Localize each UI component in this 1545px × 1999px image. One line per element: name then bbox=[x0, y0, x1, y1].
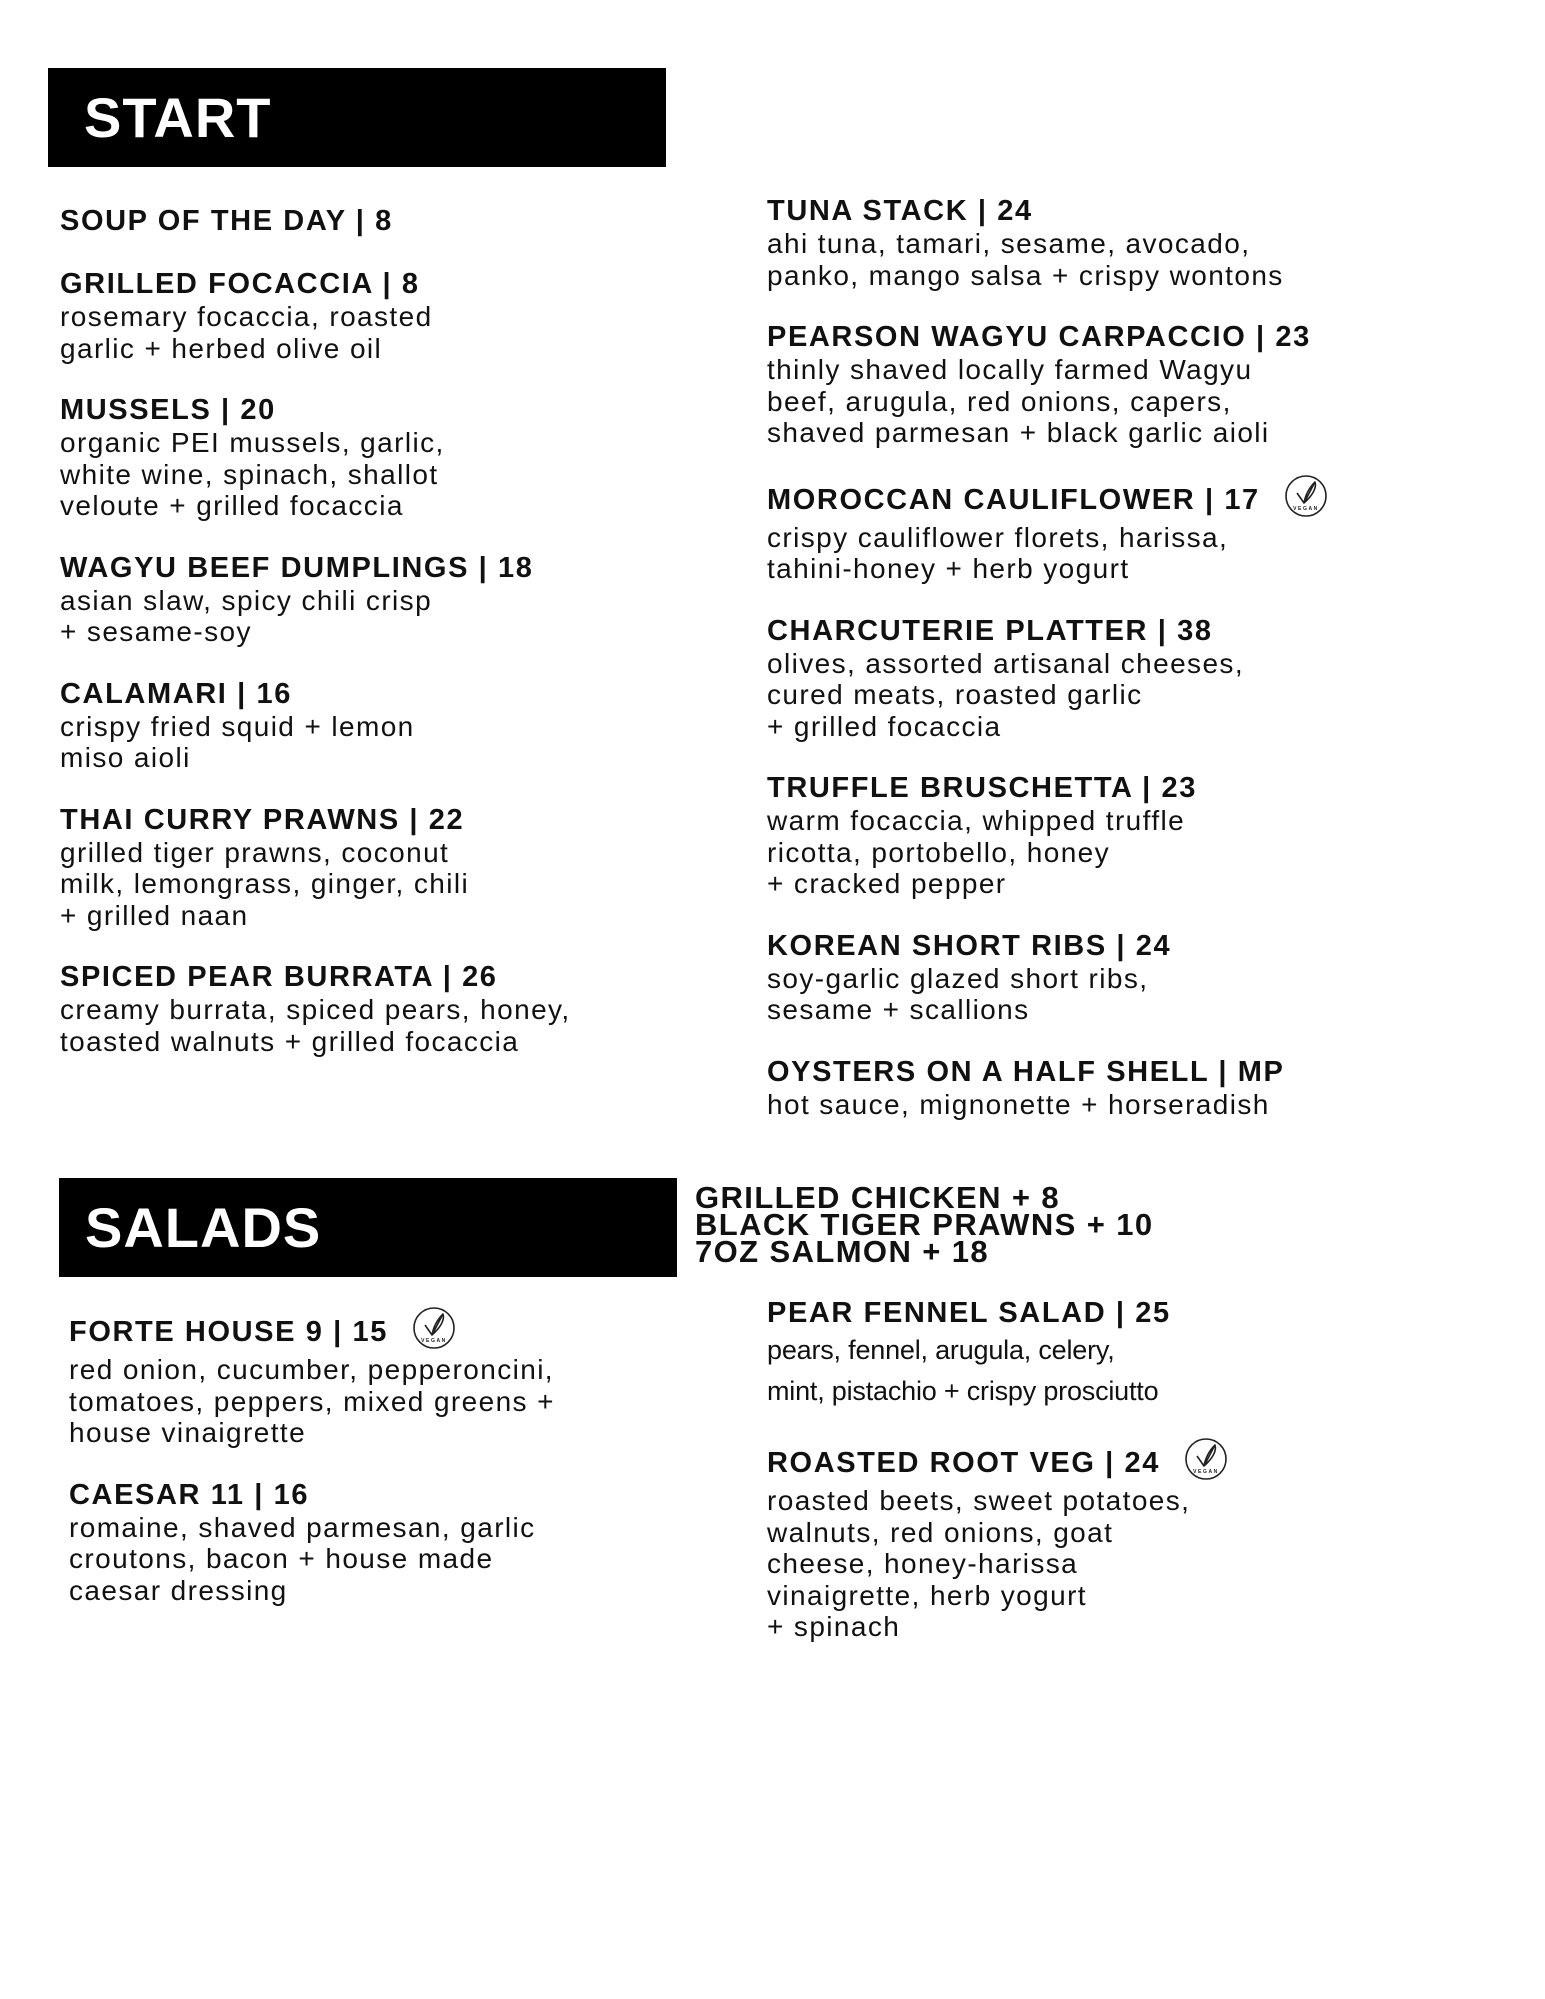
description-line: veloute + grilled focaccia bbox=[60, 490, 404, 521]
description-line: house vinaigrette bbox=[69, 1417, 307, 1448]
menu-item-title: OYSTERS ON A HALF SHELL | MP bbox=[767, 1055, 1285, 1088]
description-line: ahi tuna, tamari, sesame, avocado, bbox=[767, 228, 1251, 259]
description-line: asian slaw, spicy chili crisp bbox=[60, 584, 433, 616]
description-line: caesar dressing bbox=[69, 1574, 288, 1606]
menu-item bbox=[69, 1478, 709, 1607]
menu-item-name bbox=[767, 1441, 1487, 1485]
menu-item-name bbox=[60, 204, 700, 238]
menu-item-name bbox=[767, 478, 1487, 522]
menu-item-name bbox=[767, 1055, 1487, 1089]
description-line: rosemary focaccia, roasted bbox=[60, 301, 433, 332]
menu-item bbox=[767, 929, 1487, 1026]
menu-item-name bbox=[60, 551, 700, 585]
menu-item bbox=[60, 677, 700, 774]
description-line: pears, fennel, arugula, celery, bbox=[767, 1335, 1115, 1365]
menu-item-title: MUSSELS | 20 bbox=[60, 394, 276, 426]
description-line: hot sauce, mignonette + horseradish bbox=[767, 1088, 1270, 1120]
description-line: toasted walnuts + grilled focaccia bbox=[60, 1025, 520, 1057]
menu-item-title: THAI CURRY PRAWNS | 22 bbox=[60, 803, 465, 836]
menu-item bbox=[60, 960, 700, 1057]
menu-item-name bbox=[60, 960, 700, 994]
menu-item-name bbox=[767, 320, 1487, 354]
description-line: ricotta, portobello, honey bbox=[767, 836, 1111, 868]
description-line: crispy cauliflower florets, harissa, bbox=[767, 521, 1229, 553]
description-line: cheese, honey-harissa bbox=[767, 1548, 1079, 1579]
menu-item-name bbox=[767, 929, 1487, 963]
menu-item bbox=[60, 551, 700, 648]
menu-item-description bbox=[69, 1354, 709, 1449]
description-line: beef, arugula, red onions, capers, bbox=[767, 385, 1232, 417]
description-line: + grilled naan bbox=[60, 899, 249, 931]
description-line: grilled tiger prawns, coconut bbox=[60, 836, 450, 868]
menu-item-title: WAGYU BEEF DUMPLINGS | 18 bbox=[60, 551, 534, 584]
menu-item bbox=[60, 393, 700, 522]
svg-text:VEGAN: VEGAN bbox=[421, 1338, 447, 1344]
menu-item-description bbox=[60, 994, 700, 1057]
menu-item-description bbox=[767, 805, 1487, 900]
menu-item-title: CHARCUTERIE PLATTER | 38 bbox=[767, 614, 1213, 647]
menu-item-name bbox=[60, 677, 700, 711]
menu-item-description bbox=[69, 1512, 709, 1607]
menu-item-title: CAESAR 11 | 16 bbox=[69, 1478, 310, 1511]
description-line: romaine, shaved parmesan, garlic bbox=[69, 1511, 536, 1543]
description-line: + grilled focaccia bbox=[767, 710, 1002, 742]
menu-item-name bbox=[767, 1296, 1487, 1330]
description-line: + spinach bbox=[767, 1611, 901, 1642]
menu-item-description bbox=[60, 427, 700, 522]
menu-item bbox=[767, 1055, 1487, 1121]
description-line: white wine, spinach, shallot bbox=[60, 458, 439, 490]
menu-item bbox=[767, 1296, 1487, 1412]
salads-heading: SALADS bbox=[85, 1196, 322, 1259]
menu-item-title: SOUP OF THE DAY | 8 bbox=[60, 205, 393, 237]
menu-item bbox=[60, 803, 700, 932]
menu-item-title: FORTE HOUSE 9 | 15 bbox=[69, 1316, 388, 1348]
menu-item-description bbox=[767, 522, 1487, 585]
svg-text:VEGAN: VEGAN bbox=[1292, 505, 1319, 512]
menu-item bbox=[767, 478, 1487, 585]
description-line: panko, mango salsa + crispy wontons bbox=[767, 259, 1284, 291]
menu-item bbox=[767, 1441, 1487, 1643]
salads-right-column bbox=[767, 1296, 1487, 1672]
menu-item bbox=[767, 320, 1487, 449]
menu-item-name bbox=[767, 771, 1487, 805]
addon-item: GRILLED CHICKEN + 8 bbox=[695, 1180, 1061, 1215]
menu-item-name bbox=[60, 803, 700, 837]
addon-item: BLACK TIGER PRAWNS + 10 bbox=[695, 1207, 1154, 1242]
salads-section-banner bbox=[59, 1178, 677, 1277]
description-line: cured meats, roasted garlic bbox=[767, 679, 1143, 710]
menu-item-description bbox=[767, 1089, 1487, 1121]
menu-item-description bbox=[767, 228, 1487, 291]
svg-text:VEGAN: VEGAN bbox=[1193, 1469, 1219, 1475]
description-line: creamy burrata, spiced pears, honey, bbox=[60, 994, 571, 1025]
menu-item-name bbox=[69, 1478, 709, 1512]
menu-item-title: PEARSON WAGYU CARPACCIO | 23 bbox=[767, 321, 1311, 353]
menu-item-title: CALAMARI | 16 bbox=[60, 677, 292, 710]
menu-item-description bbox=[767, 1485, 1487, 1643]
menu-item bbox=[69, 1310, 709, 1449]
menu-item-title: TRUFFLE BRUSCHETTA | 23 bbox=[767, 772, 1197, 804]
start-section-banner bbox=[48, 68, 666, 167]
menu-item-name bbox=[69, 1310, 709, 1354]
description-line: organic PEI mussels, garlic, bbox=[60, 427, 445, 458]
description-line: tomatoes, peppers, mixed greens + bbox=[69, 1385, 555, 1417]
menu-item-title: MOROCCAN CAULIFLOWER | 17 bbox=[767, 483, 1260, 516]
description-line: + cracked pepper bbox=[767, 868, 1007, 899]
description-line: olives, assorted artisanal cheeses, bbox=[767, 647, 1244, 679]
menu-item-name bbox=[767, 614, 1487, 648]
description-line: garlic + herbed olive oil bbox=[60, 332, 383, 364]
description-line: mint, pistachio + crispy prosciutto bbox=[767, 1376, 1159, 1406]
menu-item-name bbox=[60, 267, 700, 301]
description-line: miso aioli bbox=[60, 742, 191, 773]
menu-item-title: PEAR FENNEL SALAD | 25 bbox=[767, 1297, 1171, 1329]
description-line: red onion, cucumber, pepperoncini, bbox=[69, 1354, 554, 1385]
vegan-leaf-icon bbox=[412, 1306, 456, 1350]
menu-item-description bbox=[60, 585, 700, 648]
description-line: crispy fried squid + lemon bbox=[60, 710, 415, 742]
description-line: thinly shaved locally farmed Wagyu bbox=[767, 354, 1253, 385]
description-line: tahini-honey + herb yogurt bbox=[767, 553, 1130, 584]
vegan-leaf-icon bbox=[1184, 1437, 1228, 1481]
menu-item bbox=[60, 204, 700, 238]
menu-item-description bbox=[767, 354, 1487, 449]
vegan-leaf-icon bbox=[1284, 474, 1328, 518]
start-right-column bbox=[767, 194, 1487, 1149]
menu-item bbox=[60, 267, 700, 364]
menu-item-name bbox=[767, 194, 1487, 228]
description-line: milk, lemongrass, ginger, chili bbox=[60, 868, 470, 899]
menu-item-description bbox=[767, 1330, 1487, 1412]
salads-left-column bbox=[69, 1310, 709, 1635]
description-line: warm focaccia, whipped truffle bbox=[767, 805, 1186, 836]
description-line: walnuts, red onions, goat bbox=[767, 1516, 1114, 1548]
menu-item-title: GRILLED FOCACCIA | 8 bbox=[60, 268, 420, 300]
menu-item bbox=[767, 614, 1487, 743]
menu-item-title: TUNA STACK | 24 bbox=[767, 195, 1033, 227]
description-line: vinaigrette, herb yogurt bbox=[767, 1579, 1087, 1611]
menu-item-description bbox=[60, 711, 700, 774]
menu-item-name bbox=[60, 393, 700, 427]
menu-item bbox=[767, 771, 1487, 900]
addon-item: 7OZ SALMON + 18 bbox=[695, 1234, 990, 1269]
description-line: + sesame-soy bbox=[60, 616, 252, 647]
menu-item-description bbox=[60, 301, 700, 364]
description-line: sesame + scallions bbox=[767, 994, 1030, 1025]
menu-item bbox=[767, 194, 1487, 291]
description-line: roasted beets, sweet potatoes, bbox=[767, 1485, 1191, 1516]
start-heading: START bbox=[84, 86, 272, 149]
menu-item-description bbox=[60, 837, 700, 932]
description-line: soy-garlic glazed short ribs, bbox=[767, 962, 1149, 994]
start-left-column bbox=[60, 204, 700, 1086]
description-line: shaved parmesan + black garlic aioli bbox=[767, 417, 1270, 448]
menu-item-title: ROASTED ROOT VEG | 24 bbox=[767, 1447, 1160, 1479]
menu-item-title: SPICED PEAR BURRATA | 26 bbox=[60, 961, 498, 993]
salad-addons bbox=[695, 1180, 1154, 1269]
menu-item-title: KOREAN SHORT RIBS | 24 bbox=[767, 929, 1172, 962]
menu-item-description bbox=[767, 963, 1487, 1026]
description-line: croutons, bacon + house made bbox=[69, 1543, 494, 1574]
menu-item-description bbox=[767, 648, 1487, 743]
